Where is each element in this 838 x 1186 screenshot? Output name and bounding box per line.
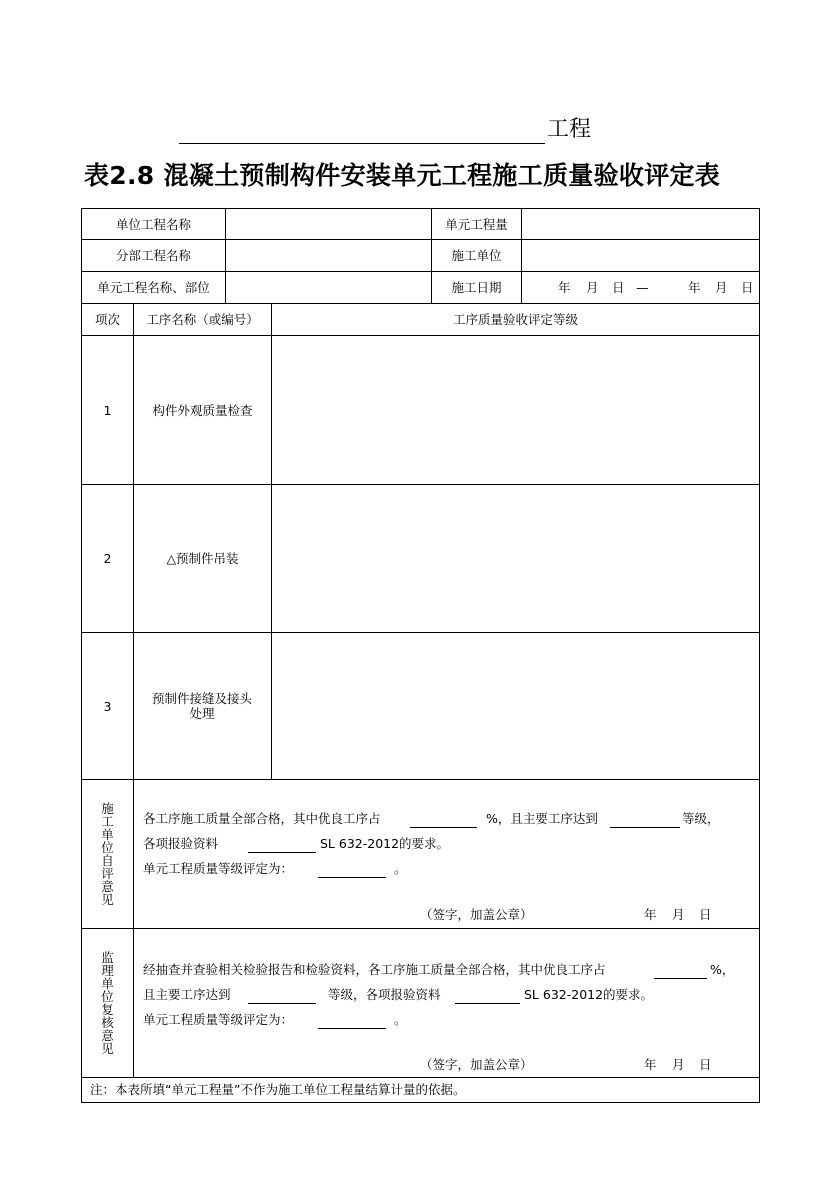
supervisor-eval-line3-b: 。 — [394, 1012, 407, 1027]
date-start-month: 月 — [586, 280, 599, 295]
construction-unit-field[interactable] — [522, 240, 759, 271]
unit-project-name-label: 单位工程名称 — [115, 216, 191, 232]
self-eval-grade-blank[interactable] — [318, 877, 386, 878]
construction-unit-label: 施工单位 — [451, 248, 502, 263]
supervisor-eval-month: 月 — [672, 1057, 685, 1072]
self-eval-line2-b: SL 632-2012的要求。 — [320, 836, 450, 851]
supervisor-eval-line1-b: %， — [710, 962, 735, 977]
self-eval-line1-b: %，且主要工序达到 — [486, 811, 598, 826]
self-eval-line1-c: 等级， — [682, 811, 720, 826]
form-title: 表2.8 混凝土预制构件安装单元工程施工质量验收评定表 — [84, 161, 721, 190]
self-eval-month: 月 — [672, 907, 685, 922]
row-3-grade-field[interactable] — [272, 633, 759, 779]
row-1-name: 构件外观质量检查 — [152, 402, 253, 418]
self-eval-line3-a: 单元工程质量等级评定为： — [143, 861, 294, 876]
self-eval-docs-blank[interactable] — [248, 852, 316, 853]
header-process-name: 工序名称（或编号） — [146, 312, 259, 327]
row-2-index: 2 — [103, 551, 112, 566]
self-eval-sign: （签字，加盖公章） — [420, 907, 533, 922]
construction-date-label: 施工日期 — [451, 280, 502, 295]
self-eval-day: 日 — [699, 907, 712, 922]
self-eval-excellent-rate-blank[interactable] — [410, 827, 477, 828]
supervisor-eval-label: 监理单位复核意见 — [101, 950, 114, 1056]
supervisor-eval-line1-a: 经抽查并查验相关检验报告和检验资料，各工序施工质量全部合格，其中优良工序占 — [143, 962, 606, 977]
sub-project-name-field[interactable] — [226, 240, 431, 271]
date-start-year: 年 — [558, 280, 571, 295]
supervisor-eval-grade-blank[interactable] — [318, 1028, 386, 1029]
element-project-label: 单元工程名称、部位 — [97, 280, 210, 295]
supervisor-eval-docs-blank[interactable] — [455, 1003, 520, 1004]
date-end-year: 年 — [688, 280, 701, 295]
row-3-index: 3 — [103, 698, 112, 714]
date-start-day: 日 — [612, 280, 625, 295]
header-grade: 工序质量验收评定等级 — [452, 312, 578, 327]
footnote: 注：本表所填“单元工程量”不作为施工单位工程量结算计量的依据。 — [90, 1082, 466, 1097]
sub-project-name-label: 分部工程名称 — [115, 248, 191, 263]
supervisor-eval-line2-b: 等级，各项报验资料 — [328, 987, 441, 1002]
row-1-index: 1 — [103, 402, 112, 418]
row-2-name: △预制件吊装 — [166, 551, 239, 566]
self-eval-main-grade-blank[interactable] — [610, 827, 680, 828]
self-eval-label: 施工单位自评意见 — [101, 801, 114, 907]
self-eval-line2-a: 各项报验资料 — [143, 836, 219, 851]
row-1-grade-field[interactable] — [272, 336, 759, 484]
project-suffix: 工程 — [547, 117, 592, 142]
supervisor-eval-year: 年 — [644, 1057, 657, 1072]
supervisor-eval-sign: （签字，加盖公章） — [420, 1057, 533, 1072]
self-eval-line1-a: 各工序施工质量全部合格，其中优良工序占 — [143, 811, 381, 826]
row-3-name: 预制件接缝及接头处理 — [151, 691, 252, 721]
supervisor-eval-line2-a: 且主要工序达到 — [143, 987, 231, 1002]
supervisor-eval-line3-a: 单元工程质量等级评定为： — [143, 1012, 294, 1027]
self-eval-line3-b: 。 — [394, 861, 407, 876]
supervisor-eval-excellent-rate-blank[interactable] — [654, 978, 707, 979]
unit-quantity-label: 单元工程量 — [445, 216, 508, 232]
date-end-month: 月 — [715, 280, 728, 295]
supervisor-eval-main-grade-blank[interactable] — [248, 1003, 316, 1004]
supervisor-eval-day: 日 — [699, 1057, 712, 1072]
date-dash: — — [636, 280, 649, 295]
unit-project-name-field[interactable] — [226, 209, 431, 239]
element-project-field[interactable] — [226, 272, 431, 303]
date-end-day: 日 — [741, 280, 754, 295]
self-eval-year: 年 — [644, 907, 657, 922]
row-2-grade-field[interactable] — [272, 485, 759, 632]
header-index: 项次 — [94, 312, 120, 327]
project-name-blank[interactable] — [179, 143, 545, 144]
supervisor-eval-line2-c: SL 632-2012的要求。 — [524, 987, 654, 1002]
unit-quantity-field[interactable] — [522, 209, 759, 239]
